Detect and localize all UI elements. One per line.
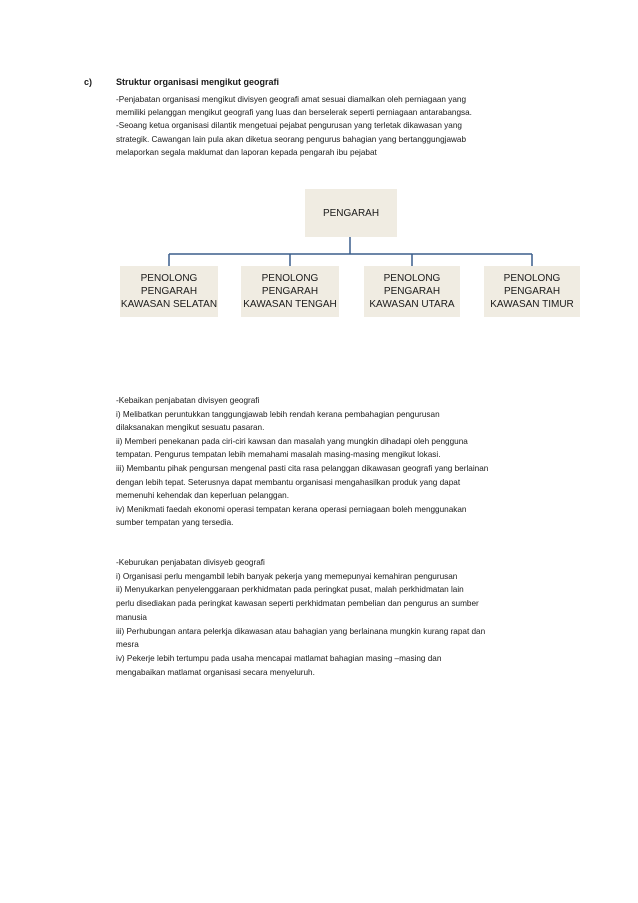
disadvantages-line: i) Organisasi perlu mengambil lebih banyak pekerja yang memepunyai kemahiran pengurusan bbox=[116, 571, 458, 581]
org-box-line: KAWASAN TIMUR bbox=[490, 299, 574, 310]
org-box-line: PENOLONG bbox=[140, 273, 198, 284]
disadvantages-line: mengabaikan matlamat organisasi secara menyeluruh. bbox=[116, 667, 315, 677]
org-box-line: PENGARAH bbox=[503, 286, 561, 297]
org-box-tengah bbox=[241, 266, 339, 317]
org-box-line: PENGARAH bbox=[383, 286, 441, 297]
intro-line: melaporkan segala maklumat dan laporan kepada pengarah ibu pejabat bbox=[116, 147, 377, 157]
disadvantages-line: ii) Menyukarkan penyelenggaraan perkhidmatan pada peringkat pusat, malah perkhidmatan lain bbox=[116, 585, 464, 595]
disadvantages-line: manusia bbox=[116, 612, 147, 622]
org-box-line: PENGARAH bbox=[261, 286, 319, 297]
advantages-line: dilaksanakan mengikut sesuatu pasaran. bbox=[116, 423, 265, 433]
org-box-line: PENOLONG bbox=[503, 273, 561, 284]
org-box-line: KAWASAN UTARA bbox=[369, 299, 455, 310]
org-box-label: PENGARAH bbox=[322, 207, 380, 219]
org-box-selatan bbox=[120, 266, 218, 317]
advantages-line: memenuhi kehendak dan keperluan pelanggan. bbox=[116, 491, 289, 501]
org-box-line: PENOLONG bbox=[383, 273, 441, 284]
advantages-line: iii) Membantu pihak pengursan mengenal pasti cita rasa pelanggan dikawasan geografi yang berlainan bbox=[116, 463, 489, 473]
org-box-line: KAWASAN SELATAN bbox=[120, 299, 218, 310]
org-box-pengarah bbox=[305, 189, 397, 237]
section-letter: c) bbox=[84, 77, 93, 87]
advantages-line: ii) Memberi penekanan pada ciri-ciri kawsan dan masalah yang mungkin dihadapi oleh pengguna bbox=[116, 436, 468, 446]
disadvantages-line: perlu disediakan pada peringkat kawasan seperti perkhidmatan pembelian dan pengurus an sumber bbox=[116, 599, 479, 609]
org-box-timur bbox=[484, 266, 580, 317]
advantages-line: sumber tempatan yang tersedia. bbox=[116, 518, 234, 528]
org-box-utara bbox=[364, 266, 460, 317]
org-box-line: PENOLONG bbox=[261, 273, 319, 284]
intro-line: -Penjabatan organisasi mengikut divisyen geografi amat sesuai diamalkan oleh perniagaan yang bbox=[116, 95, 467, 104]
org-box-line: KAWASAN TENGAH bbox=[243, 299, 337, 310]
advantages-paragraph bbox=[116, 394, 586, 530]
advantages-line: -Kebaikan penjabatan divisyen geografi bbox=[116, 396, 260, 405]
disadvantages-paragraph bbox=[116, 556, 586, 679]
disadvantages-line: -Keburukan penjabatan divisyeb geografi bbox=[116, 558, 265, 567]
disadvantages-line: iv) Pekerje lebih tertumpu pada usaha mencapai matlamat bahagian masing –masing dan bbox=[116, 653, 442, 663]
advantages-line: i) Melibatkan peruntukkan tanggungjawab lebih rendah kerana pembahagian pengurusan bbox=[116, 409, 440, 419]
disadvantages-line: iii) Perhubungan antara pelerkja dikawasan atau bahagian yang berlainana mungkin kurang rapat dan bbox=[116, 626, 486, 636]
org-box-line: PENGARAH bbox=[140, 286, 198, 297]
section-title: Struktur organisasi mengikut geografi bbox=[116, 77, 280, 87]
intro-line: strategik. Cawangan lain pula akan diketua seorang pengurus bahagian yang bertanggungjawab bbox=[116, 134, 467, 144]
intro-line: -Seoang ketua organisasi dilantik mengetuai pejabat pengurusan yang terletak dikawasan yang bbox=[116, 121, 462, 131]
advantages-line: dengan lebih tepat. Seterusnya dapat membantu organisasi mengahasilkan produk yang dapat bbox=[116, 477, 461, 487]
advantages-line: iv) Menikmati faedah ekonomi operasi tempatan kerana operasi perniagaan boleh menggunakan bbox=[116, 504, 467, 514]
advantages-line: tempatan. Pengurus tempatan lebih memahami masalah masing-masing mengikut lokasi. bbox=[116, 450, 441, 460]
disadvantages-line: mesra bbox=[116, 640, 139, 650]
intro-line: memiliki pelanggan mengikut geografi yang luas dan berselerak seperti perniagaan antarabangsa. bbox=[116, 108, 472, 118]
